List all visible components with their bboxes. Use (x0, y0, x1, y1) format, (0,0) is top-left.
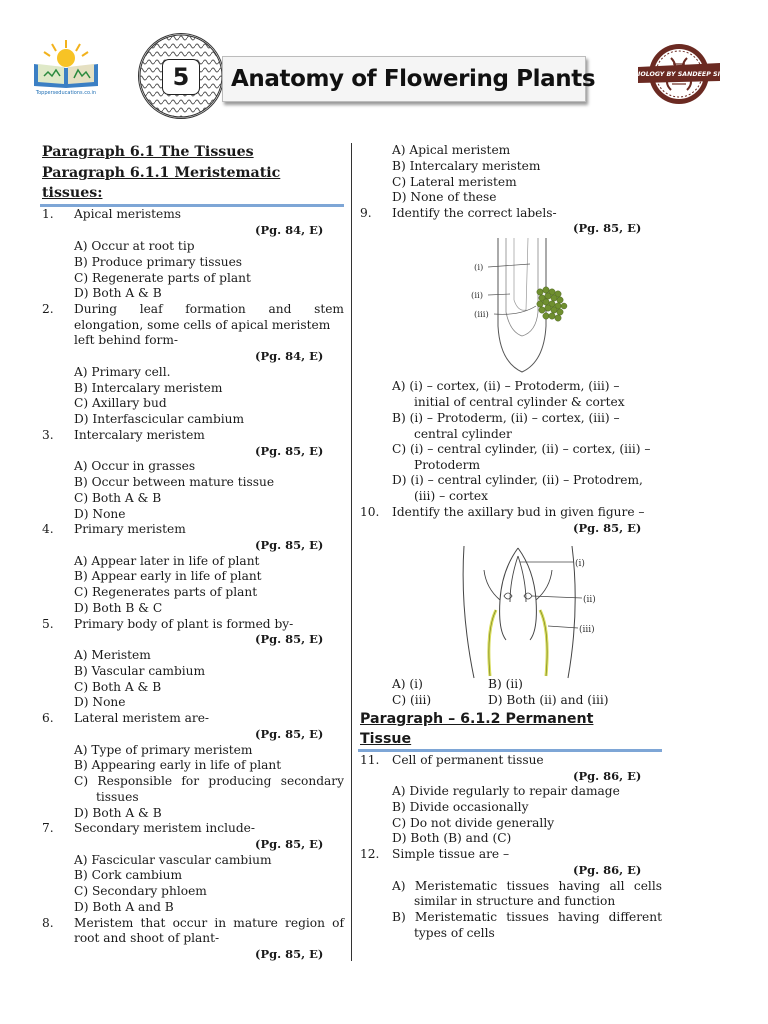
page-reference: (Pg. 85, E) (255, 727, 324, 741)
option-b: B) (i) – Protoderm, (ii) – cortex, (iii) – (392, 411, 620, 425)
page-reference: (Pg. 85, E) (255, 632, 324, 646)
page-reference: (Pg. 85, E) (255, 444, 324, 458)
option-c: C) Lateral meristem (392, 175, 517, 189)
option-d-cont: (iii) – cortex (414, 489, 489, 503)
root-tip-figure (470, 234, 580, 376)
option-b: B) Occur between mature tissue (74, 475, 275, 489)
option-a: A) Fascicular vascular cambium (74, 853, 272, 867)
option-c: C) Both A & B (74, 680, 162, 694)
page-reference: (Pg. 84, E) (255, 223, 324, 237)
chapter-number: 5 (162, 59, 200, 95)
figure-label-i: (i) (474, 263, 484, 273)
option-b: B) Appearing early in life of plant (74, 758, 282, 772)
option-b: B) Intercalary meristem (392, 159, 541, 173)
page-reference: (Pg. 85, E) (573, 221, 642, 235)
section-divider (358, 749, 662, 752)
option-b: B) Intercalary meristem (74, 381, 223, 395)
figure-label-i: (i) (575, 559, 585, 569)
question-number: 1. (42, 207, 54, 221)
section-heading-meristematic: Paragraph 6.1.1 Meristematic (42, 165, 281, 181)
option-d: D) None (74, 695, 126, 709)
option-c: C) Do not divide generally (392, 816, 555, 830)
question-text: Lateral meristem are- (74, 711, 210, 725)
option-b: B) (ii) (488, 677, 523, 691)
question-number: 4. (42, 522, 54, 536)
option-a: A) Occur in grasses (74, 459, 196, 473)
option-a: A) Meristem (74, 648, 151, 662)
option-c: C) Axillary bud (74, 396, 167, 410)
question-number: 11. (360, 753, 380, 767)
page-reference: (Pg. 86, E) (573, 863, 642, 877)
question-text: Identify the correct labels- (392, 206, 557, 220)
figure-label-iii: (iii) (474, 310, 489, 320)
question-text: Primary meristem (74, 522, 186, 536)
question-number: 9. (360, 206, 372, 220)
option-d: D) Both B & C (74, 601, 163, 615)
question-text: Meristem that occur in mature region of (74, 916, 344, 930)
question-text: Primary body of plant is formed by- (74, 617, 294, 631)
question-text: Secondary meristem include- (74, 821, 255, 835)
option-c: C) Secondary phloem (74, 884, 207, 898)
option-a: A) Primary cell. (74, 365, 171, 379)
figure-label-ii: (ii) (583, 595, 596, 605)
section-heading-tissues: Paragraph 6.1 The Tissues (42, 144, 254, 160)
question-number: 2. (42, 302, 54, 316)
option-c: C) (i) – central cylinder, (ii) – cortex, (iii) – (392, 442, 651, 456)
option-d: D) Interfascicular cambium (74, 412, 245, 426)
page-reference: (Pg. 85, E) (255, 837, 324, 851)
page-reference: (Pg. 85, E) (255, 538, 324, 552)
chapter-title: Anatomy of Flowering Plants (231, 66, 596, 92)
option-d: D) Both A & B (74, 286, 162, 300)
chapter-title-bar (222, 56, 596, 102)
option-d: D) Both A & B (74, 806, 162, 820)
question-number: 12. (360, 847, 380, 861)
column-divider (351, 143, 352, 961)
section-heading-permanent: Paragraph – 6.1.2 Permanent (360, 711, 594, 727)
logo-caption: Topperseducations.co.in (35, 90, 97, 96)
biology-by-sandeep-sir-logo (633, 40, 725, 108)
option-b: B) Divide occasionally (392, 800, 529, 814)
option-b: B) Vascular cambium (74, 664, 206, 678)
question-number: 10. (360, 505, 380, 519)
page-reference: (Pg. 84, E) (255, 349, 324, 363)
option-d: D) Both A and B (74, 900, 174, 914)
question-text: Simple tissue are – (392, 847, 510, 861)
option-a: A) (i) – cortex, (ii) – Protoderm, (iii) – (392, 379, 620, 393)
page-reference: (Pg. 86, E) (573, 769, 642, 783)
option-c-cont: tissues (96, 790, 139, 804)
biology-badge-logo-icon (633, 40, 725, 108)
option-d: D) (i) – central cylinder, (ii) – Protodrem, (392, 473, 643, 487)
option-b: B) Meristematic tissues having different (392, 910, 662, 924)
question-text-cont: root and shoot of plant- (74, 931, 220, 945)
option-b-cont: types of cells (414, 926, 495, 940)
option-a: A) Appear later in life of plant (74, 554, 260, 568)
option-c: C) Regenerate parts of plant (74, 271, 251, 285)
option-a-cont: similar in structure and function (414, 894, 616, 908)
option-b: B) Produce primary tissues (74, 255, 243, 269)
question-number: 3. (42, 428, 54, 442)
option-d: D) None (74, 507, 126, 521)
option-c-cont: Protoderm (414, 458, 480, 472)
figure-label-ii: (ii) (471, 291, 484, 301)
option-a: A) Divide regularly to repair damage (392, 784, 620, 798)
page-reference: (Pg. 85, E) (255, 947, 324, 961)
question-number: 7. (42, 821, 54, 835)
option-a-cont: initial of central cylinder & cortex (414, 395, 625, 409)
option-a: A) (i) (392, 677, 423, 691)
question-text: Cell of permanent tissue (392, 753, 544, 767)
question-text: Apical meristems (74, 207, 182, 221)
option-d: D) Both (ii) and (iii) (488, 693, 609, 707)
question-text: Identify the axillary bud in given figure – (392, 505, 645, 519)
option-a: A) Occur at root tip (74, 239, 195, 253)
option-a: A) Apical meristem (392, 143, 511, 157)
option-c: C) Both A & B (74, 491, 162, 505)
option-d: D) None of these (392, 190, 497, 204)
option-c: C) Responsible for producing secondary (74, 774, 344, 788)
question-text: Intercalary meristem (74, 428, 205, 442)
question-text: During leaf formation and stem (74, 302, 344, 316)
question-text-cont: left behind form- (74, 333, 179, 347)
question-text-cont: elongation, some cells of apical meristem (74, 318, 331, 332)
option-d: D) Both (B) and (C) (392, 831, 512, 845)
option-b-cont: central cylinder (414, 427, 512, 441)
logo-badge-text: BIOLOGY BY SANDEEP SIR (633, 71, 725, 78)
section-heading-meristematic-cont: tissues: (42, 185, 103, 201)
option-a: A) Meristematic tissues having all cells (392, 879, 662, 893)
books-sun-logo-icon (20, 38, 112, 90)
option-a: A) Type of primary meristem (74, 743, 253, 757)
question-number: 6. (42, 711, 54, 725)
option-b: B) Cork cambium (74, 868, 183, 882)
page-reference: (Pg. 85, E) (573, 521, 642, 535)
question-number: 5. (42, 617, 54, 631)
shoot-tip-figure (456, 540, 606, 680)
option-c: C) (iii) (392, 693, 432, 707)
option-c: C) Regenerates parts of plant (74, 585, 258, 599)
toppers-education-logo (20, 38, 112, 102)
figure-label-iii: (iii) (579, 625, 595, 635)
option-b: B) Appear early in life of plant (74, 569, 262, 583)
question-number: 8. (42, 916, 54, 930)
section-heading-permanent-cont: Tissue (360, 731, 412, 747)
